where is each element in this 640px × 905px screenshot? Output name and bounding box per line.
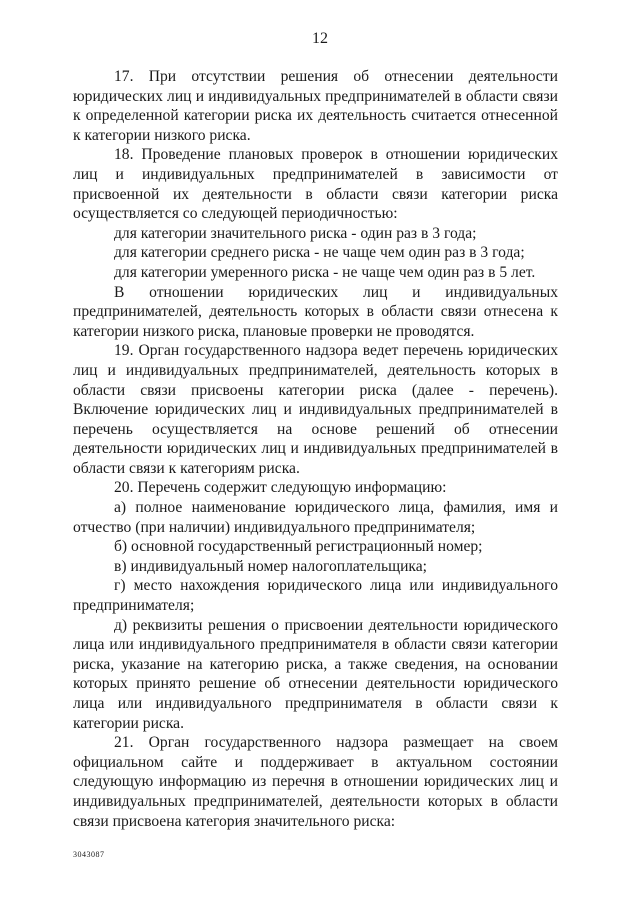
footer-document-code: 3043087 <box>73 850 105 859</box>
list-item-medium-risk: для категории среднего риска - не чаще чем один раз в 3 года; <box>114 244 525 262</box>
page-number: 12 <box>312 30 328 47</box>
paragraph-20: 20. Перечень содержит следующую информацию: <box>114 479 447 497</box>
paragraph-21: 21. Орган государственного надзора размещает на своем официальном сайте и поддерживает в актуальном состоянии следующую информацию из перечня в отношении юридических лиц и индивидуальных предпринимателей, деятельности которых в области связи присвоена категория значительного риска: <box>73 734 558 830</box>
paragraph-17: 17. При отсутствии решения об отнесении деятельности юридических лиц и индивидуальных предпринимателей в области связи к определенной категории риска их деятельность считается отнесенной к категории низкого риска. <box>73 68 558 144</box>
list-item-moderate-risk: для категории умеренного риска - не чаще чем один раз в 5 лет. <box>114 263 536 281</box>
list-item-b: б) основной государственный регистрационный номер; <box>114 538 483 556</box>
list-item-d: д) реквизиты решения о присвоении деятельности юридического лица или индивидуального предпринимателя в области связи категории риска, указание на категорию риска, а также сведения, на основании которых принято решение об отнесении деятельности юридического лица или индивидуального предпринимателя в области связи к категории риска. <box>73 616 558 732</box>
document-body <box>73 67 558 831</box>
list-item-a: а) полное наименование юридического лица, фамилия, имя и отчество (при наличии) индивидуального предпринимателя; <box>73 499 558 536</box>
list-item-significant-risk: для категории значительного риска - один раз в 3 года; <box>114 224 477 242</box>
list-item-v: в) индивидуальный номер налогоплательщика; <box>114 557 428 575</box>
list-item-g: г) место нахождения юридического лица или индивидуального предпринимателя; <box>73 577 558 615</box>
paragraph-18: 18. Проведение плановых проверок в отношении юридических лиц и индивидуальных предпринимателей в зависимости от присвоенной их деятельности в области связи категории риска осуществляется со следующей периодичностью: <box>73 146 558 223</box>
paragraph-19: 19. Орган государственного надзора ведет перечень юридических лиц и индивидуальных предпринимателей, деятельность которых в области связи присвоены категории риска (далее - перечень). Включение юридических лиц и индивидуальных предпринимателей в перечень осуществляется на основе решений об отнесении деятельности юридических лиц и индивидуальных предпринимателей в области связи к категориям риска. <box>73 342 558 477</box>
paragraph-low-risk: В отношении юридических лиц и индивидуальных предпринимателей, деятельность которых в области связи отнесена к категории низкого риска, плановые проверки не проводятся. <box>73 283 558 340</box>
